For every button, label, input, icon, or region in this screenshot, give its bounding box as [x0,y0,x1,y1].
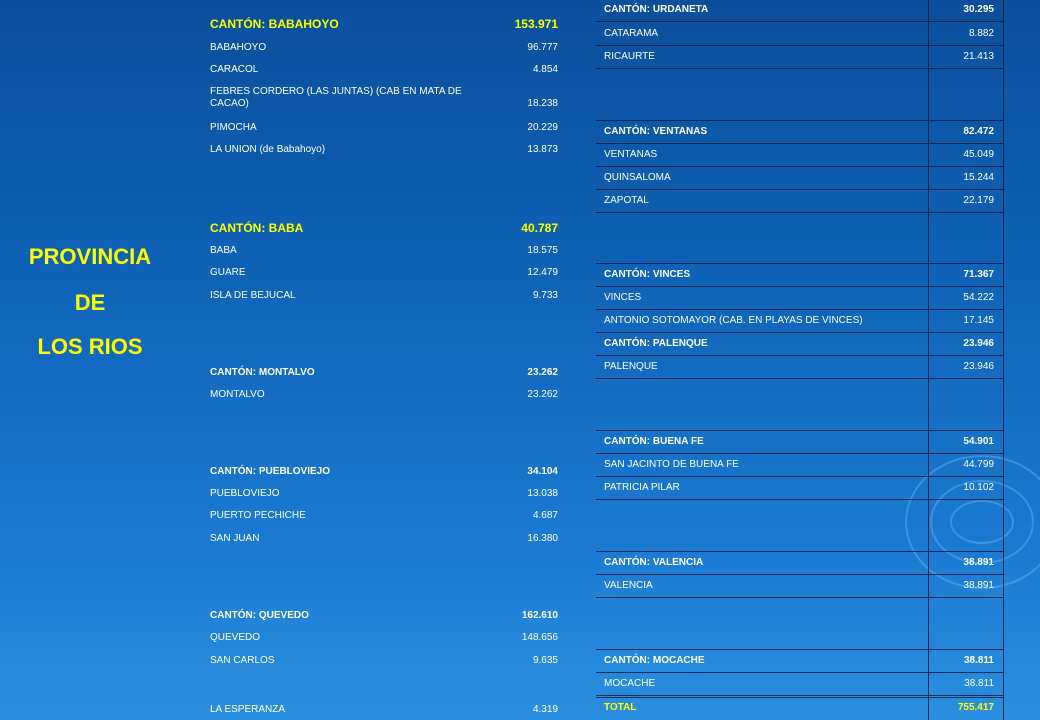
parish-value: 12.479 [527,267,558,278]
canton-total: 23.262 [527,367,558,378]
province-title-line3: LOS RIOS [37,334,143,359]
parish-value: 15.244 [963,172,994,183]
canton-header: CANTÓN: VALENCIA [604,557,704,568]
parish-name: ZAPOTAL [604,195,649,206]
parish-value: 21.413 [963,51,994,62]
parish-name: CATARAMA [604,28,659,39]
parish-value: 23.946 [963,361,994,372]
canton-header: CANTÓN: QUEVEDO [210,610,309,621]
parish-name: MONTALVO [210,389,265,400]
parish-value: 4.854 [532,64,558,75]
parish-value: 44.799 [963,459,994,470]
parish-value: 45.049 [963,149,994,160]
canton-total: 82.472 [963,126,994,137]
parish-value: 22.179 [963,195,994,206]
canton-header: CANTÓN: BUENA FE [604,436,704,447]
table-border-right [1003,0,1004,720]
parish-value: 38.891 [963,580,994,591]
grand-total-label: TOTAL [604,702,637,713]
parish-name: RICAURTE [604,51,655,62]
canton-header: CANTÓN: VINCES [604,269,691,280]
canton-header: CANTÓN: BABAHOYO [210,17,339,31]
parish-name: BABA [210,245,237,256]
canton-header: CANTÓN: PALENQUE [604,338,708,349]
parish-value: 4.687 [532,510,558,521]
canton-total: 23.946 [963,338,994,349]
parish-value: 148.656 [521,632,558,643]
parish-value: 9.733 [532,290,558,301]
parish-name: PATRICIA PILAR [604,482,680,493]
parish-name: VINCES [604,292,642,303]
parish-name: FEBRES CORDERO (LAS JUNTAS) (CAB EN MATA DE [210,86,462,97]
parish-value: 4.319 [532,704,558,715]
parish-name: SAN JACINTO DE BUENA FE [604,459,739,470]
parish-value: 20.229 [527,122,558,133]
parish-name: QUINSALOMA [604,172,671,183]
parish-value: 9.635 [532,655,558,666]
parish-name: CARACOL [210,64,259,75]
canton-total: 71.367 [963,269,994,280]
parish-value: 10.102 [963,482,994,493]
parish-value: 8.882 [968,28,994,39]
parish-name: LA UNION (de Babahoyo) [210,144,326,155]
canton-total: 153.971 [514,17,558,31]
parish-name: BABAHOYO [210,42,267,53]
canton-header: CANTÓN: MOCACHE [604,655,705,666]
parish-name: PALENQUE [604,361,658,372]
parish-name: PIMOCHA [210,122,257,133]
parish-name: LA ESPERANZA [210,704,286,715]
canton-table [596,0,1004,720]
canton-header: CANTÓN: VENTANAS [604,126,708,137]
parish-name: ISLA DE BEJUCAL [210,290,296,301]
parish-name: VENTANAS [604,149,658,160]
parish-name: MOCACHE [604,678,656,689]
column-divider [928,0,929,720]
canton-header: CANTÓN: MONTALVO [210,367,315,378]
parish-name: SAN JUAN [210,533,260,544]
canton-total: 40.787 [521,221,558,235]
grand-total-value: 755.417 [957,702,994,713]
province-title-line1: PROVINCIA [28,244,152,269]
parish-value: 16.380 [527,533,558,544]
canton-header: CANTÓN: PUEBLOVIEJO [210,466,331,477]
parish-name: SAN CARLOS [210,655,275,666]
parish-value: 96.777 [527,42,558,53]
canton-total: 54.901 [963,436,994,447]
canton-total: 38.811 [963,655,994,666]
parish-name: PUEBLOVIEJO [210,488,280,499]
parish-value: 13.873 [527,144,558,155]
canton-header: CANTÓN: URDANETA [604,4,709,15]
canton-total: 162.610 [521,610,558,621]
parish-value: 38.811 [964,678,994,689]
canton-header: CANTÓN: BABA [210,221,304,235]
canton-total: 34.104 [527,466,558,477]
parish-value: 23.262 [527,389,558,400]
province-title-line2: DE [74,290,106,315]
parish-value: 17.145 [963,315,994,326]
canton-total: 30.295 [963,4,994,15]
parish-name: PUERTO PECHICHE [210,510,306,521]
parish-value: 18.575 [527,245,558,256]
parish-name: ANTONIO SOTOMAYOR (CAB. EN PLAYAS DE VINCES) [604,315,863,326]
parish-name: VALENCIA [604,580,653,591]
parish-name: GUARE [210,267,246,278]
parish-value: 13.038 [527,488,558,499]
parish-value: 54.222 [963,292,994,303]
parish-name: QUEVEDO [210,632,261,643]
canton-total: 38.891 [963,557,994,568]
parish-value: 18.238 [527,98,558,109]
parish-name-cont: CACAO) [210,98,249,109]
